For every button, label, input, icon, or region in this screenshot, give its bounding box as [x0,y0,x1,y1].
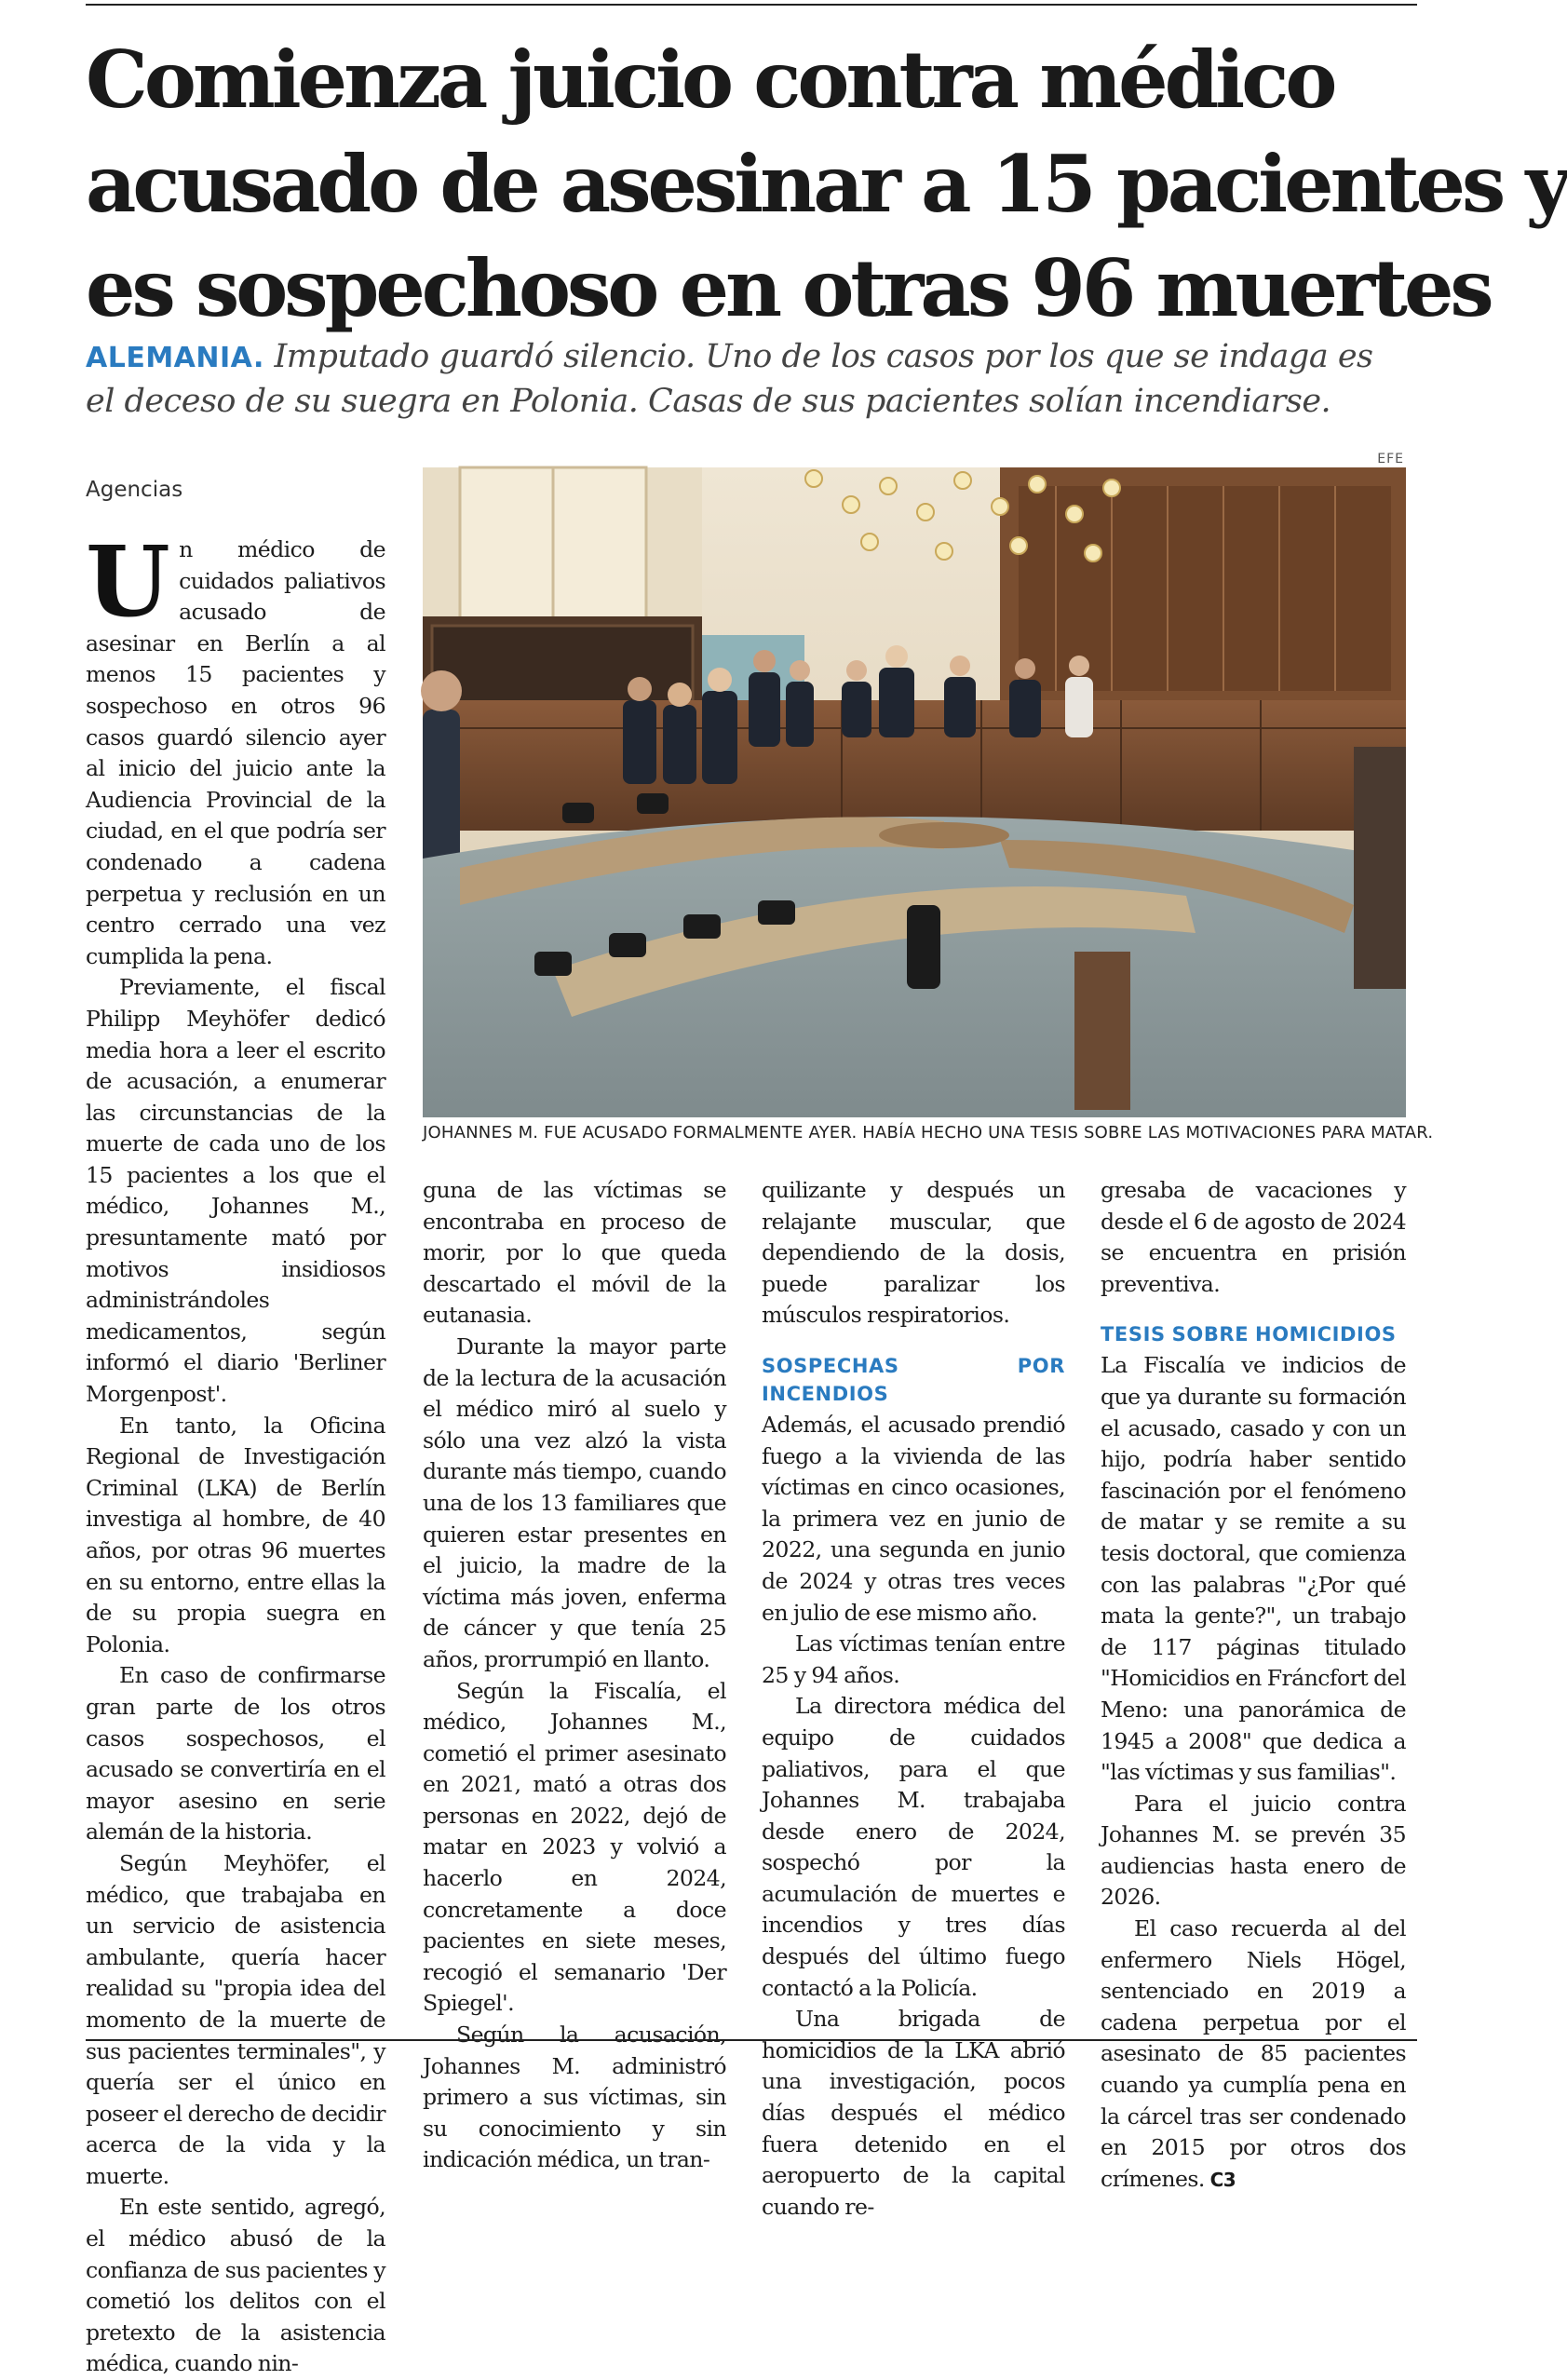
paragraph: En este sentido, agregó, el médico abusó de la confianza de sus pacientes y cometió los delitos con el pretexto de la asistencia médica, cuando nin- [86,2194,385,2377]
subhead-incendios: SOSPECHAS POR INCENDIOS [762,1354,1065,1405]
paragraph: En caso de confirmarse gran parte de los otros casos sospechosos, el acusado se convertiría en el mayor asesino en serie alemán de la historia. [86,1662,385,1846]
kicker: ALEMANIA. [86,342,264,374]
column-4 [1101,1175,1406,2192]
photo-caption: JOHANNES M. FUE ACUSADO FORMALMENTE AYER. HABÍA HECHO UNA TESIS SOBRE LAS MOTIVACIONES PARA MATAR. [423,1123,1434,1143]
photo-credit: EFE [1377,452,1404,467]
paragraph: Según la Fiscalía, el médico, Johannes M., cometió el primer asesinato en 2021, mató a otras dos personas en 2022, dejó de matar en 2023 y volvió a hacerlo en 2024, concretamente a doce pacientes en siete meses, recogió el semanario 'Der Spiegel'. [423,1677,726,2017]
paragraph: gresaba de vacaciones y desde el 6 de agosto de 2024 se encuentra en prisión preventiva. [1101,1177,1406,1297]
paragraph: La Fiscalía ve indicios de que ya durante su formación el acusado, casado y con un hijo, podría haber sentido fascinación por el fenómeno de matar y se remite a su tesis doctoral, que comienza con las palabras "¿Por qué mata la gente?", un trabajo de 117 páginas titulado "Homicidios en Fráncfort del Meno: una panorámica de 1945 a 2008" que dedica a "las víctimas y sus familias". [1101,1352,1406,1786]
headline [86,28,1567,341]
drop-cap: U [86,524,170,639]
deck-text: Imputado guardó silencio. Uno de los casos por los que se indaga es el deceso de su suegra en Polonia. Casas de sus pacientes solían incendiarse. [86,338,1373,420]
column-1 [86,524,385,2377]
paragraph: Además, el acusado prendió fuego a la vivienda de las víctimas en cinco ocasiones, la primera vez en junio de 2022, una segunda en junio de 2024 y otras tres veces en julio de ese mismo año. [762,1411,1065,1626]
byline: Agencias [86,478,183,502]
paragraph: quilizante y después un relajante muscular, que dependiendo de la dosis, puede paralizar los músculos respiratorios. [762,1177,1065,1329]
paragraph-lead [86,524,385,972]
paragraph: La directora médica del equipo de cuidados paliativos, para el que Johannes M. trabajaba desde enero de 2024, sospechó por la acumulación de muertes e incendios y tres días después del último fuego contactó a la Policía. [762,1693,1065,2001]
paragraph: Según Meyhöfer, el médico, que trabajaba en un servicio de asistencia ambulante, quería hacer realidad su "propia idea del momento de la muerte de sus pacientes terminales", y quería ser el único en poseer el derecho de decidir acerca de la vida y la muerte. [86,1849,385,2189]
deck [86,335,1398,424]
paragraph: Durante la mayor parte de la lectura de la acusación el médico miró al suelo y sólo una vez alzó la vista durante más tiempo, cuando una de los 13 familiares que quieren estar presentes en el juicio, la madre de la víctima más joven, enferma de cáncer y que tenía 25 años, prorrumpió en llanto. [423,1332,726,1672]
paragraph-final [1101,1913,1406,2196]
end-mark: C3 [1209,2168,1236,2191]
headline-line-1: Comienza juicio contra médico [86,34,1334,126]
column-2 [423,1175,726,2173]
subhead-tesis: TESIS SOBRE HOMICIDIOS [1101,1323,1397,1346]
top-rule [86,4,1417,6]
paragraph: Una brigada de homicidios de la LKA abrió una investigación, pocos días después el médico fuera detenido en el aeropuerto de la capital cuando re- [762,2006,1065,2220]
paragraph: Previamente, el fiscal Philipp Meyhöfer dedicó media hora a leer el escrito de acusación, a enumerar las circunstancias de la muerte de cada uno de los 15 pacientes a los que el médico, Johannes M., presuntamente mató por motivos insidiosos administrándoles medicamentos, según informó el diario 'Berliner Morgenpost'. [86,974,385,1408]
column-3 [762,1175,1065,2220]
headline-line-2: acusado de asesinar a 15 pacientes y [86,138,1567,230]
paragraph: guna de las víctimas se encontraba en proceso de morir, por lo que queda descartado el móvil de la eutanasia. [423,1177,726,1329]
headline-line-3: es sospechoso en otras 96 muertes [86,242,1491,334]
lead-text: n médico de cuidados paliativos acusado de asesinar en Berlín a al menos 15 pacientes y sospechoso en otros 96 casos guardó silencio ayer al inicio del juicio ante la Audiencia Provincial de la ciudad, en el que podría ser condenado a cadena perpetua y reclusión en un centro cerrado una vez cumplida la pena. [86,536,385,969]
courtroom-photo [423,467,1406,1117]
bottom-rule [86,2039,1417,2041]
paragraph: Las víctimas tenían entre 25 y 94 años. [762,1630,1065,1688]
paragraph: Según la acusación, Johannes M. administró primero a sus víctimas, sin su conocimiento y sin indicación médica, un tran- [423,2022,726,2173]
paragraph: Para el juicio contra Johannes M. se prevén 35 audiencias hasta enero de 2026. [1101,1790,1406,1911]
paragraph: En tanto, la Oficina Regional de Investigación Criminal (LKA) de Berlín investiga al hombre, de 40 años, por otras 96 muertes en su entorno, entre ellas la de su propia suegra en Polonia. [86,1412,385,1657]
courtroom-photo-illustration [423,467,1406,1117]
final-text: El caso recuerda al del enfermero Niels Högel, sentenciado en 2019 a cadena perpetua por el asesinato de 85 pacientes cuando ya cumplía pena en la cárcel tras ser condenado en 2015 por otros dos crímenes. [1101,1915,1406,2192]
